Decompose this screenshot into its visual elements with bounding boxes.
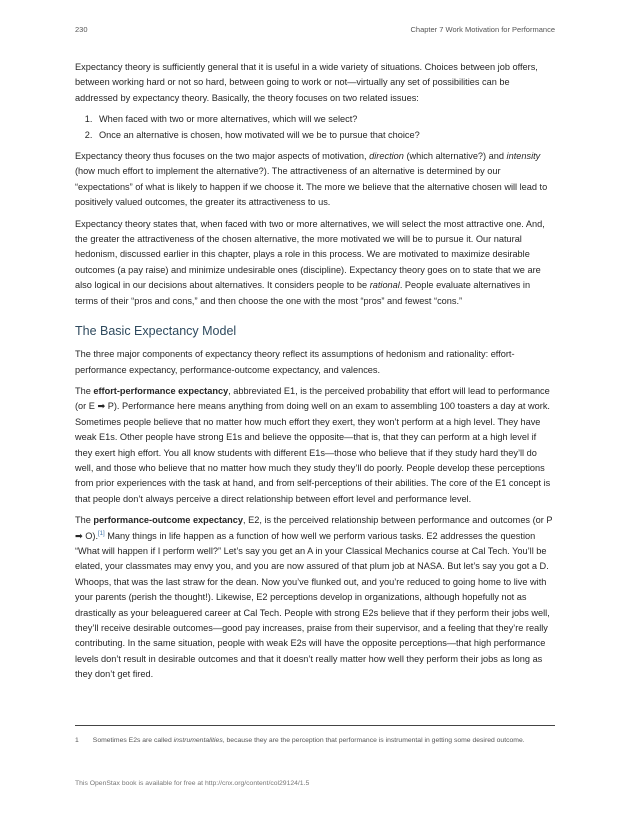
term-rational: rational xyxy=(369,280,400,291)
text-run: , abbreviated E1, is the perceived probability that effort will lead to performance (or E ➡ P). Performance here means anything from doing well on an exam to assembling 100 toasters a day at work. Sometimes people believe that no matter how much effort they exert, they won’t perform at a high level. They have weak E1s. Other people have strong E1s and believe the opposite—that is, that they can perform at a high level if they exert high effort. You all know students with different E1s—those who believe that if they study hard they’ll do well, and those who believe that no matter how much they study they’ll do poorly. People develop these perceptions from prior experiences with the task at hand, and from self-perceptions of their abilities. The core of the E1 concept is that people don’t always perceive a direct relationship between effort level and performance level. xyxy=(75,385,551,504)
page-header xyxy=(75,25,555,39)
section-heading: The Basic Expectancy Model xyxy=(75,324,237,339)
term-effort-performance-expectancy: effort-performance expectancy xyxy=(93,385,229,396)
text-run: Expectancy theory states that, when faced with two or more alternatives, we will select the most attractive one. And, the greater the attractiveness of the chosen alternative, the more motivated we will be to pursue it. Our natural hedonism, discussed earlier in this chapter, plays a role in this process. We are motivated to maximize desirable outcomes (a pay raise) and minimize undesirable ones (discipline). Expectancy theory goes on to state that we are also logical in our decisions about alternatives. It considers people to be xyxy=(75,218,545,291)
page-footer: This OpenStax book is available for free at http://cnx.org/content/col29124/1.5 xyxy=(75,780,310,787)
text-run: Expectancy theory thus focuses on the two major aspects of motivation, xyxy=(75,151,370,162)
paragraph-rational xyxy=(75,217,555,309)
footnote-number: 1 xyxy=(75,737,79,744)
footnote-divider xyxy=(75,725,555,726)
issues-list xyxy=(75,112,555,143)
paragraph-performance-outcome xyxy=(75,513,555,682)
term-intensity: intensity xyxy=(506,151,541,162)
footnote-link[interactable]: [1] xyxy=(98,530,105,537)
chapter-title: Chapter 7 Work Motivation for Performance xyxy=(410,25,555,34)
paragraph-intro: Expectancy theory is sufficiently general that it is useful in a wide variety of situations. Choices between job offers, between working hard or not so hard, between going to work or not—virtually any set of possibilities can be addressed by expectancy theory. Basically, the theory focuses on two related issues: xyxy=(75,62,538,103)
body-content xyxy=(75,60,555,689)
text-run: (how much effort to implement the alternative?). The attractiveness of an alternative is determined by our “expectations” of what is likely to happen if we choose it. The more we believe that the alternative chosen will lead to positively valued outcomes, the greater its attractiveness to us. xyxy=(75,166,548,208)
text-run: . People evaluate alternatives in terms of their “pros and cons,” and then choose the one with the most “pros” and fewest “cons.” xyxy=(75,280,531,306)
paragraph-components: The three major components of expectancy theory reflect its assumptions of hedonism and rationality: effort-performance expectancy, performance-outcome expectancy, and valences. xyxy=(75,349,515,375)
paragraph-effort-performance xyxy=(75,384,555,507)
list-item: 2. Once an alternative is chosen, how motivated will we be to pursue that choice? xyxy=(95,128,555,143)
term-instrumentalities: instrumentalities xyxy=(173,737,223,744)
term-direction: direction xyxy=(369,151,404,162)
text-run: , E2, is the perceived relationship between performance and outcomes (or P ➡ O). xyxy=(75,515,553,541)
paragraph-direction-intensity xyxy=(75,149,555,211)
term-performance-outcome-expectancy: performance-outcome expectancy xyxy=(93,515,243,526)
list-item: 1. When faced with two or more alternatives, which will we select? xyxy=(95,112,555,127)
text-run: The xyxy=(75,515,94,526)
text-run: , because they are the perception that performance is instrumental in getting some desired outcome. xyxy=(222,737,525,744)
text-run: Sometimes E2s are called xyxy=(92,737,174,744)
footnote xyxy=(75,735,555,746)
text-run: (which alternative?) and xyxy=(403,151,507,162)
text-run: The xyxy=(75,385,94,396)
text-run: Many things in life happen as a function of how well we perform various tasks. E2 addresses the question “What will happen if I perform well?” Let’s say you get an A in your Classical Mechanics course at Cal Tech. You’ll be elated, your classmates may envy you, and you are now assured of that plum job at NASA. But let’s say you got a D. Whoops, that was the last straw for the dean. Now you’ve flunked out, and you’re reduced to going home to live with your parents (perish the thought!). Likewise, E2 perceptions develop in organizations, although hopefully not as drastically as your beleaguered career at Cal Tech. People with strong E2s believe that if they perform their jobs well, they’ll receive desirable outcomes—good pay increases, praise from their supervisor, and a feeling that they’re really contributing. In the same situation, people with weak E2s will have the opposite perceptions—that high performance levels don’t result in desirable outcomes and that it doesn’t really matter how well they perform their jobs as long as they don’t get fired. xyxy=(75,530,550,680)
page-number: 230 xyxy=(75,25,88,34)
